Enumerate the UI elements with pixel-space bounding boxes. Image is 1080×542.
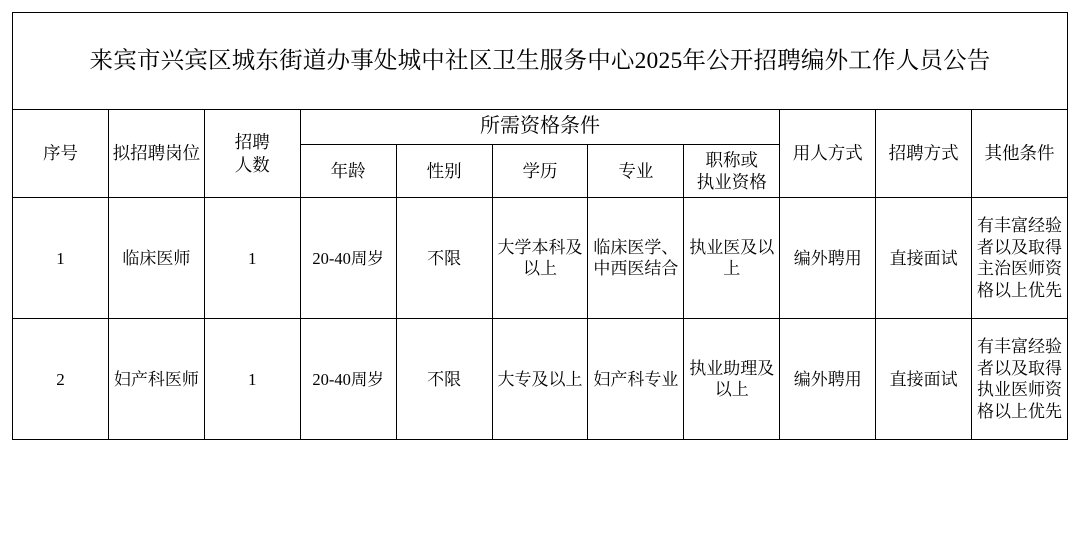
cell-recruit-way: 直接面试	[876, 319, 972, 440]
cell-recruit-way: 直接面试	[876, 198, 972, 319]
cell-sex: 不限	[396, 198, 492, 319]
cell-other: 有丰富经验者以及取得主治医师资格以上优先	[972, 198, 1068, 319]
header-other: 其他条件	[972, 110, 1068, 198]
header-title-qualification	[684, 144, 780, 198]
cell-seq: 2	[13, 319, 109, 440]
header-title-line2: 执业资格	[696, 171, 767, 192]
cell-education: 大专及以上	[492, 319, 588, 440]
cell-post: 临床医师	[108, 198, 204, 319]
cell-age: 20-40周岁	[300, 198, 396, 319]
header-row-top	[13, 110, 1068, 145]
cell-major: 妇产科专业	[588, 319, 684, 440]
table-row	[13, 198, 1068, 319]
header-title-line1: 职称或	[705, 149, 759, 170]
cell-employment: 编外聘用	[780, 319, 876, 440]
cell-seq: 1	[13, 198, 109, 319]
table-row	[13, 319, 1068, 440]
cell-major: 临床医学、中西医结合	[588, 198, 684, 319]
header-seq: 序号	[13, 110, 109, 198]
cell-sex: 不限	[396, 319, 492, 440]
cell-number: 1	[204, 319, 300, 440]
header-sex: 性别	[396, 144, 492, 198]
header-qualification-group: 所需资格条件	[300, 110, 780, 145]
cell-employment: 编外聘用	[780, 198, 876, 319]
cell-education: 大学本科及以上	[492, 198, 588, 319]
header-age: 年龄	[300, 144, 396, 198]
header-major: 专业	[588, 144, 684, 198]
title-row	[13, 13, 1068, 110]
header-recruit-way: 招聘方式	[876, 110, 972, 198]
header-number-line1: 招聘	[234, 132, 270, 153]
recruitment-table	[12, 12, 1068, 440]
header-number	[204, 110, 300, 198]
cell-other: 有丰富经验者以及取得执业医师资格以上优先	[972, 319, 1068, 440]
header-number-line2: 人数	[234, 154, 270, 175]
cell-title-qualification: 执业助理及以上	[684, 319, 780, 440]
page-title: 来宾市兴宾区城东街道办事处城中社区卫生服务中心2025年公开招聘编外工作人员公告	[13, 13, 1068, 110]
cell-post: 妇产科医师	[108, 319, 204, 440]
header-education: 学历	[492, 144, 588, 198]
cell-age: 20-40周岁	[300, 319, 396, 440]
header-post: 拟招聘岗位	[108, 110, 204, 198]
header-employment: 用人方式	[780, 110, 876, 198]
cell-title-qualification: 执业医及以上	[684, 198, 780, 319]
cell-number: 1	[204, 198, 300, 319]
